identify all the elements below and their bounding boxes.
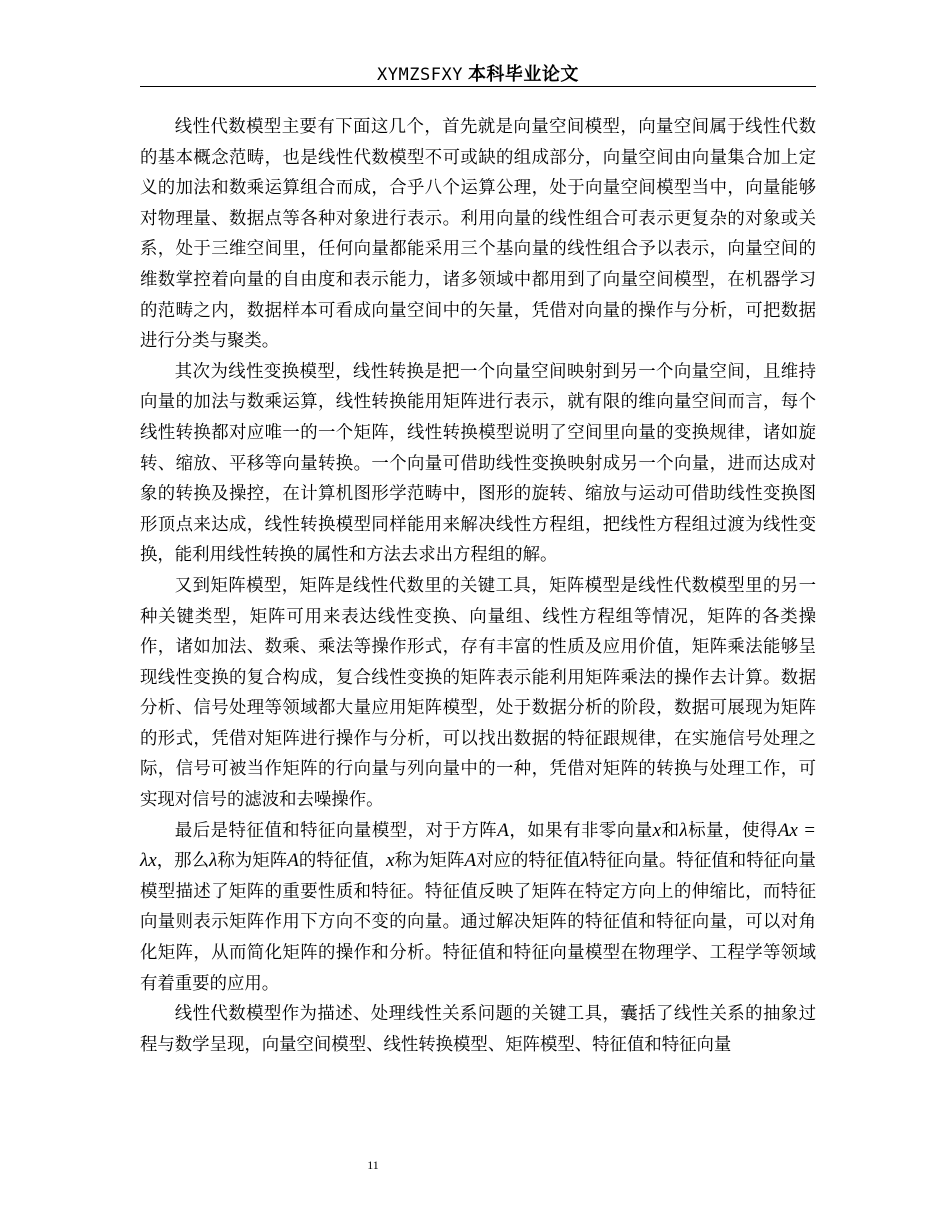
math-lambda: λ xyxy=(209,850,218,872)
math-matrix-a: A xyxy=(497,819,509,841)
eigen-text-7: 的特征值， xyxy=(298,851,387,872)
eigen-text-6: 称为矩阵 xyxy=(217,851,288,872)
eigen-text-8: 称为矩阵 xyxy=(394,851,465,872)
eigen-text-5: ，那么 xyxy=(156,851,210,872)
eigen-text-9: 对应的特征值 xyxy=(476,851,581,872)
eigen-text-1: 最后是特征值和特征向量模型，对于方阵 xyxy=(174,820,498,841)
page-number: 11 xyxy=(367,1158,379,1172)
header-divider xyxy=(140,86,816,87)
eigen-text-2: ，如果有非零向量 xyxy=(508,820,653,841)
math-matrix-a: A xyxy=(464,850,477,872)
math-vector-x: x xyxy=(386,850,395,872)
eigen-text-10: 特征向量。特征值和特征向量模型描述了矩阵的重要性质和特征。特征值反映了矩阵在特定方向上的伸缩比，而特征向量则表示矩阵作用下方向不变的向量。通过解决矩阵的特征值和特征向量，可以对角化矩阵，从而简化矩阵的操作和分析。特征值和特征向量模型在物理学、工程学等领域有着重要的应用。 xyxy=(140,851,816,994)
header-title: 本科毕业论文 xyxy=(467,64,579,85)
body-text xyxy=(140,112,816,1060)
paragraph-matrix: 又到矩阵模型，矩阵是线性代数里的关键工具，矩阵模型是线性代数模型里的另一种关键类型，矩阵可用来表达线性变换、向量组、线性方程组等情况，矩阵的各类操作，诸如加法、数乘、乘法等操作形式，存有丰富的性质及应用价值，矩阵乘法能够呈现线性变换的复合构成，复合线性变换的矩阵表示能利用矩阵乘法的操作去计算。数据分析、信号处理等领域都大量应用矩阵模型，处于数据分析的阶段，数据可展现为矩阵的形式，凭借对矩阵进行操作与分析，可以找出数据的特征跟规律，在实施信号处理之际，信号可被当作矩阵的行向量与列向量中的一种，凭借对矩阵的转换与处理工作，可实现对信号的滤波和去噪操作。 xyxy=(140,575,816,811)
math-lambda: λ xyxy=(679,819,688,841)
math-matrix-a: A xyxy=(287,850,299,872)
eigen-text-4: 标量，使得 xyxy=(687,820,778,841)
math-equation: Ax = λx xyxy=(140,819,816,872)
page-header xyxy=(140,62,816,87)
paragraph-vector-space: 线性代数模型主要有下面这几个，首先就是向量空间模型，向量空间属于线性代数的基本概念范畴，也是线性代数模型不可或缺的组成部分，向量空间由向量集合加上定义的加法和数乘运算组合而成，合乎八个运算公理，处于向量空间模型当中，向量能够对物理量、数据点等各种对象进行表示。利用向量的线性组合可表示更复杂的对象或关系，处于三维空间里，任何向量都能采用三个基向量的线性组合予以表示，向量空间的维数掌控着向量的自由度和表示能力，诸多领域中都用到了向量空间模型，在机器学习的范畴之内，数据样本可看成向量空间中的矢量，凭借对向量的操作与分析，可把数据进行分类与聚类。 xyxy=(140,117,816,352)
math-vector-x: x xyxy=(652,819,662,841)
paragraph-eigen xyxy=(140,816,816,1000)
paragraph-linear-transform: 其次为线性变换模型，线性转换是把一个向量空间映射到另一个向量空间，且维持向量的加法与数乘运算，线性转换能用矩阵进行表示，就有限的维向量空间而言，每个线性转换都对应唯一的一个矩阵，线性转换模型说明了空间里向量的变换规律，诸如旋转、缩放、平移等向量转换。一个向量可借助线性变换映射成另一个向量，进而达成对象的转换及操控，在计算机图形学范畴中，图形的旋转、缩放与运动可借助线性变换图形顶点来达成，线性转换模型同样能用来解决线性方程组，把线性方程组过渡为线性变换，能利用线性转换的属性和方法去求出方程组的解。 xyxy=(140,361,816,566)
math-lambda: λ xyxy=(580,850,590,872)
paragraph-summary: 线性代数模型作为描述、处理线性关系问题的关键工具，囊括了线性关系的抽象过程与数学呈现，向量空间模型、线性转换模型、矩阵模型、特征值和特征向量 xyxy=(140,1004,816,1055)
eigen-text-3: 和 xyxy=(661,820,680,841)
header-school-code: XYMZSFXY xyxy=(377,65,463,85)
